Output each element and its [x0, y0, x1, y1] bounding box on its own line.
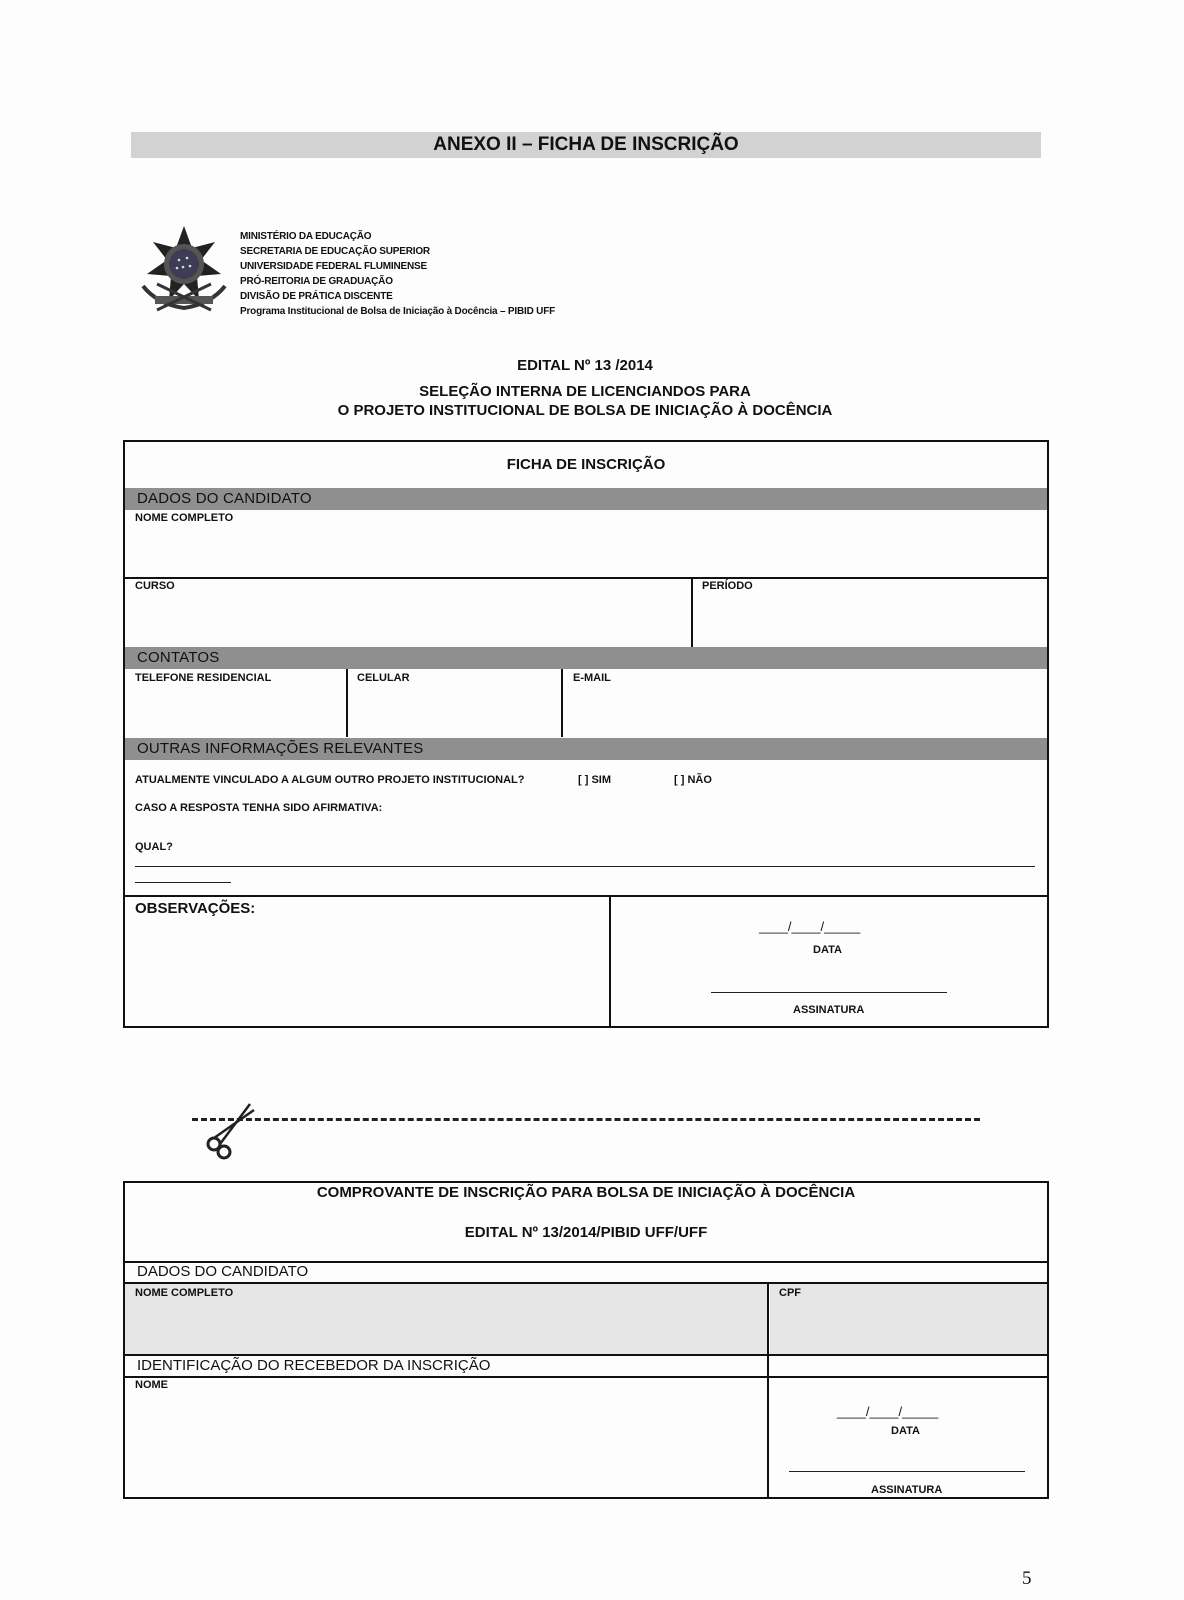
- curso-field[interactable]: [125, 594, 690, 644]
- observacoes-label: OBSERVAÇÕES:: [135, 900, 256, 917]
- section-contacts: CONTATOS: [125, 647, 1047, 669]
- qual-answer-line[interactable]: [135, 866, 1035, 867]
- nome-completo-field[interactable]: [125, 524, 1045, 576]
- coat-of-arms-icon: [137, 224, 231, 316]
- assinatura-label: ASSINATURA: [793, 1004, 865, 1016]
- receipt-section-candidate: DADOS DO CANDIDATO: [137, 1263, 309, 1280]
- receipt-date-blank[interactable]: ____/____/_____: [837, 1404, 939, 1419]
- section-candidate: DADOS DO CANDIDATO: [125, 488, 1047, 510]
- qual-answer-line-2[interactable]: [135, 882, 231, 883]
- nao-checkbox[interactable]: [ ] NÃO: [674, 774, 712, 786]
- celular-label: CELULAR: [357, 672, 410, 684]
- data-label: DATA: [813, 944, 842, 956]
- signature-line[interactable]: [711, 992, 947, 993]
- receipt-cpf-label: CPF: [779, 1287, 801, 1299]
- celular-field[interactable]: [349, 686, 559, 736]
- letterhead-line: PRÓ-REITORIA DE GRADUAÇÃO: [240, 276, 393, 287]
- question-label: ATUALMENTE VINCULADO A ALGUM OUTRO PROJETO INSTITUCIONAL?: [135, 774, 525, 786]
- letterhead-line: Programa Institucional de Bolsa de Iniciação à Docência – PIBID UFF: [240, 306, 556, 317]
- receipt-data-label: DATA: [891, 1425, 920, 1437]
- page-number: 5: [1022, 1568, 1032, 1589]
- form-title: FICHA DE INSCRIÇÃO: [506, 456, 666, 473]
- email-field[interactable]: [565, 686, 1045, 736]
- telefone-label: TELEFONE RESIDENCIAL: [135, 672, 272, 684]
- cut-line: [192, 1118, 980, 1121]
- telefone-field[interactable]: [125, 686, 345, 736]
- annex-title: ANEXO II – FICHA DE INSCRIÇÃO: [131, 132, 1041, 158]
- letterhead-line: MINISTÉRIO DA EDUCAÇÃO: [240, 231, 372, 242]
- receipt-signature-line[interactable]: [789, 1471, 1025, 1472]
- scissors-icon: [200, 1100, 260, 1160]
- qual-label: QUAL?: [135, 841, 173, 853]
- receipt-assinatura-label: ASSINATURA: [871, 1484, 943, 1496]
- receipt-edital: EDITAL Nº 13/2014/PIBID UFF/UFF: [464, 1224, 708, 1241]
- nome-completo-label: NOME COMPLETO: [135, 512, 234, 524]
- receipt-title: COMPROVANTE DE INSCRIÇÃO PARA BOLSA DE INICIAÇÃO À DOCÊNCIA: [316, 1184, 856, 1201]
- if-yes-label: CASO A RESPOSTA TENHA SIDO AFIRMATIVA:: [135, 802, 383, 814]
- receipt-nome-field[interactable]: [125, 1393, 765, 1497]
- edital-number: EDITAL Nº 13 /2014: [517, 357, 653, 374]
- observacoes-field[interactable]: [125, 922, 607, 1022]
- letterhead: [240, 229, 555, 319]
- receipt-nome-label: NOME: [135, 1379, 168, 1391]
- edital-subtitle-line2: O PROJETO INSTITUCIONAL DE BOLSA DE INICIAÇÃO À DOCÊNCIA: [337, 402, 833, 419]
- sim-checkbox[interactable]: [ ] SIM: [578, 774, 611, 786]
- email-label: E-MAIL: [573, 672, 611, 684]
- receipt-nome-completo-label: NOME COMPLETO: [135, 1287, 234, 1299]
- letterhead-line: SECRETARIA DE EDUCAÇÃO SUPERIOR: [240, 246, 430, 257]
- periodo-field[interactable]: [694, 594, 1044, 644]
- curso-label: CURSO: [135, 580, 175, 592]
- letterhead-line: UNIVERSIDADE FEDERAL FLUMINENSE: [240, 261, 427, 272]
- letterhead-line: DIVISÃO DE PRÁTICA DISCENTE: [240, 291, 393, 302]
- receipt-cpf-field[interactable]: [770, 1284, 1047, 1354]
- edital-subtitle-line1: SELEÇÃO INTERNA DE LICENCIANDOS PARA: [419, 383, 751, 400]
- section-other-info: OUTRAS INFORMAÇÕES RELEVANTES: [125, 738, 1047, 760]
- date-blank[interactable]: ____/____/_____: [759, 919, 861, 934]
- periodo-label: PERÍODO: [702, 580, 753, 592]
- receipt-section-receiver: IDENTIFICAÇÃO DO RECEBEDOR DA INSCRIÇÃO: [137, 1357, 491, 1374]
